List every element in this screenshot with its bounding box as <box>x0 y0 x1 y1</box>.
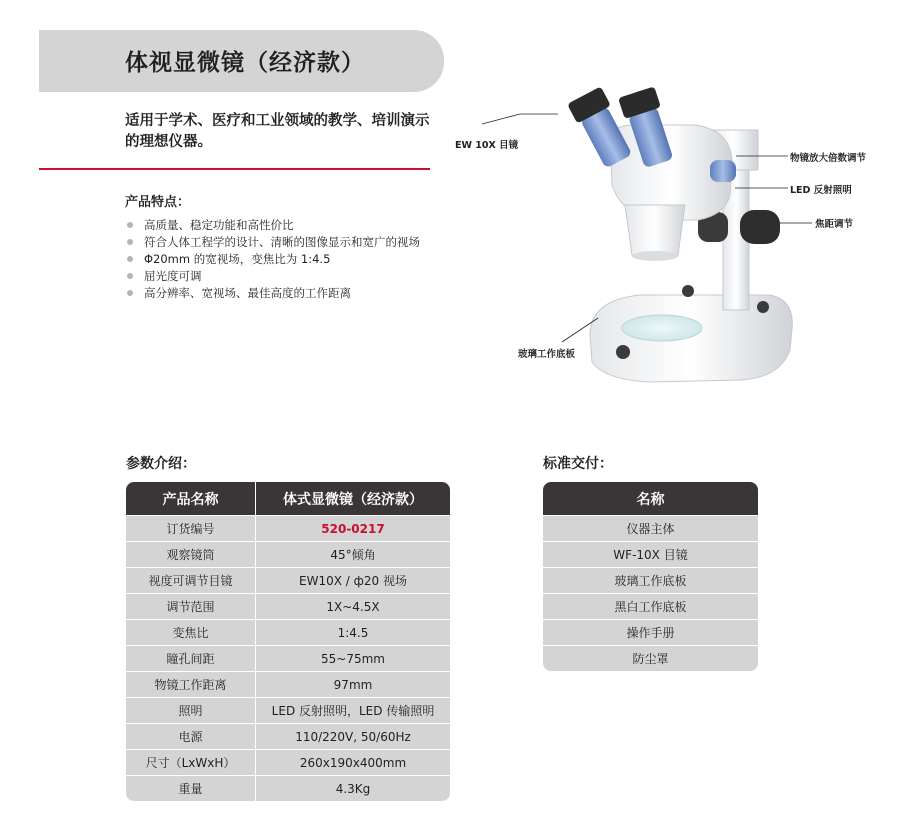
table-row <box>543 645 758 671</box>
title-band <box>39 30 444 92</box>
callout-stage: 玻璃工作底板 <box>518 349 576 360</box>
table-row <box>126 671 450 697</box>
param-label: 重量 <box>126 775 255 801</box>
param-label: 观察镜筒 <box>126 541 255 567</box>
delivery-table <box>543 482 758 671</box>
param-label: 尺寸（LxWxH） <box>126 749 255 775</box>
microscope-image <box>440 80 900 400</box>
param-value: 97mm <box>255 671 450 697</box>
table-row <box>126 645 450 671</box>
param-label: 电源 <box>126 723 255 749</box>
delivery-item: WF-10X 目镜 <box>543 541 758 567</box>
params-heading: 参数介绍： <box>126 456 196 472</box>
table-row <box>126 567 450 593</box>
feature-item: 符合人体工程学的设计、清晰的图像显示和宽广的视场 <box>125 234 425 251</box>
delivery-item: 玻璃工作底板 <box>543 567 758 593</box>
delivery-heading: 标准交付： <box>543 456 613 472</box>
param-value: 1:4.5 <box>255 619 450 645</box>
table-row <box>543 593 758 619</box>
column-header: 体式显微镜（经济款） <box>255 482 450 515</box>
delivery-item: 黑白工作底板 <box>543 593 758 619</box>
table-row <box>543 515 758 541</box>
callout-focus: 焦距调节 <box>815 219 854 230</box>
intro-text: 适用于学术、医疗和工业领域的教学、培训演示 的理想仪器。 <box>125 113 430 150</box>
table-row <box>126 619 450 645</box>
delivery-item: 仪器主体 <box>543 515 758 541</box>
callout-eyepiece: EW 10X 目镜 <box>455 140 519 151</box>
param-value: LED 反射照明，LED 传输照明 <box>255 697 450 723</box>
param-label: 物镜工作距离 <box>126 671 255 697</box>
table-row <box>543 567 758 593</box>
feature-item: Φ20mm 的宽视场，变焦比为 1:4.5 <box>125 251 425 268</box>
callout-led: LED 反射照明 <box>790 185 852 196</box>
param-value: 260x190x400mm <box>255 749 450 775</box>
delivery-item: 防尘罩 <box>543 645 758 671</box>
table-row <box>126 541 450 567</box>
page-title: 体视显微镜（经济款） <box>125 50 365 76</box>
divider <box>39 168 430 170</box>
table-row <box>543 619 758 645</box>
delivery-item: 操作手册 <box>543 619 758 645</box>
params-table <box>126 482 450 801</box>
param-label: 调节范围 <box>126 593 255 619</box>
param-value: 1X~4.5X <box>255 593 450 619</box>
table-row <box>126 593 450 619</box>
param-value: EW10X / ф20 视场 <box>255 567 450 593</box>
table-row <box>126 697 450 723</box>
table-row <box>126 749 450 775</box>
table-row <box>126 723 450 749</box>
table-row <box>126 515 450 541</box>
param-label: 照明 <box>126 697 255 723</box>
param-label: 瞳孔间距 <box>126 645 255 671</box>
param-label: 订货编号 <box>126 515 255 541</box>
feature-item: 屈光度可调 <box>125 268 425 285</box>
feature-item: 高分辨率、宽视场、最佳高度的工作距离 <box>125 285 425 302</box>
table-header-row <box>126 482 450 515</box>
param-value: 55~75mm <box>255 645 450 671</box>
column-header: 名称 <box>543 482 758 515</box>
features-list <box>125 217 425 302</box>
param-value: 110/220V, 50/60Hz <box>255 723 450 749</box>
features-heading: 产品特点： <box>125 195 191 210</box>
param-value: 45°倾角 <box>255 541 450 567</box>
order-number: 520-0217 <box>255 515 450 541</box>
callout-zoom: 物镜放大倍数调节 <box>790 153 867 164</box>
table-row <box>543 541 758 567</box>
table-header-row <box>543 482 758 515</box>
param-value: 4.3Kg <box>255 775 450 801</box>
param-label: 视度可调节目镜 <box>126 567 255 593</box>
table-row <box>126 775 450 801</box>
feature-item: 高质量、稳定功能和高性价比 <box>125 217 425 234</box>
param-label: 变焦比 <box>126 619 255 645</box>
column-header: 产品名称 <box>126 482 255 515</box>
